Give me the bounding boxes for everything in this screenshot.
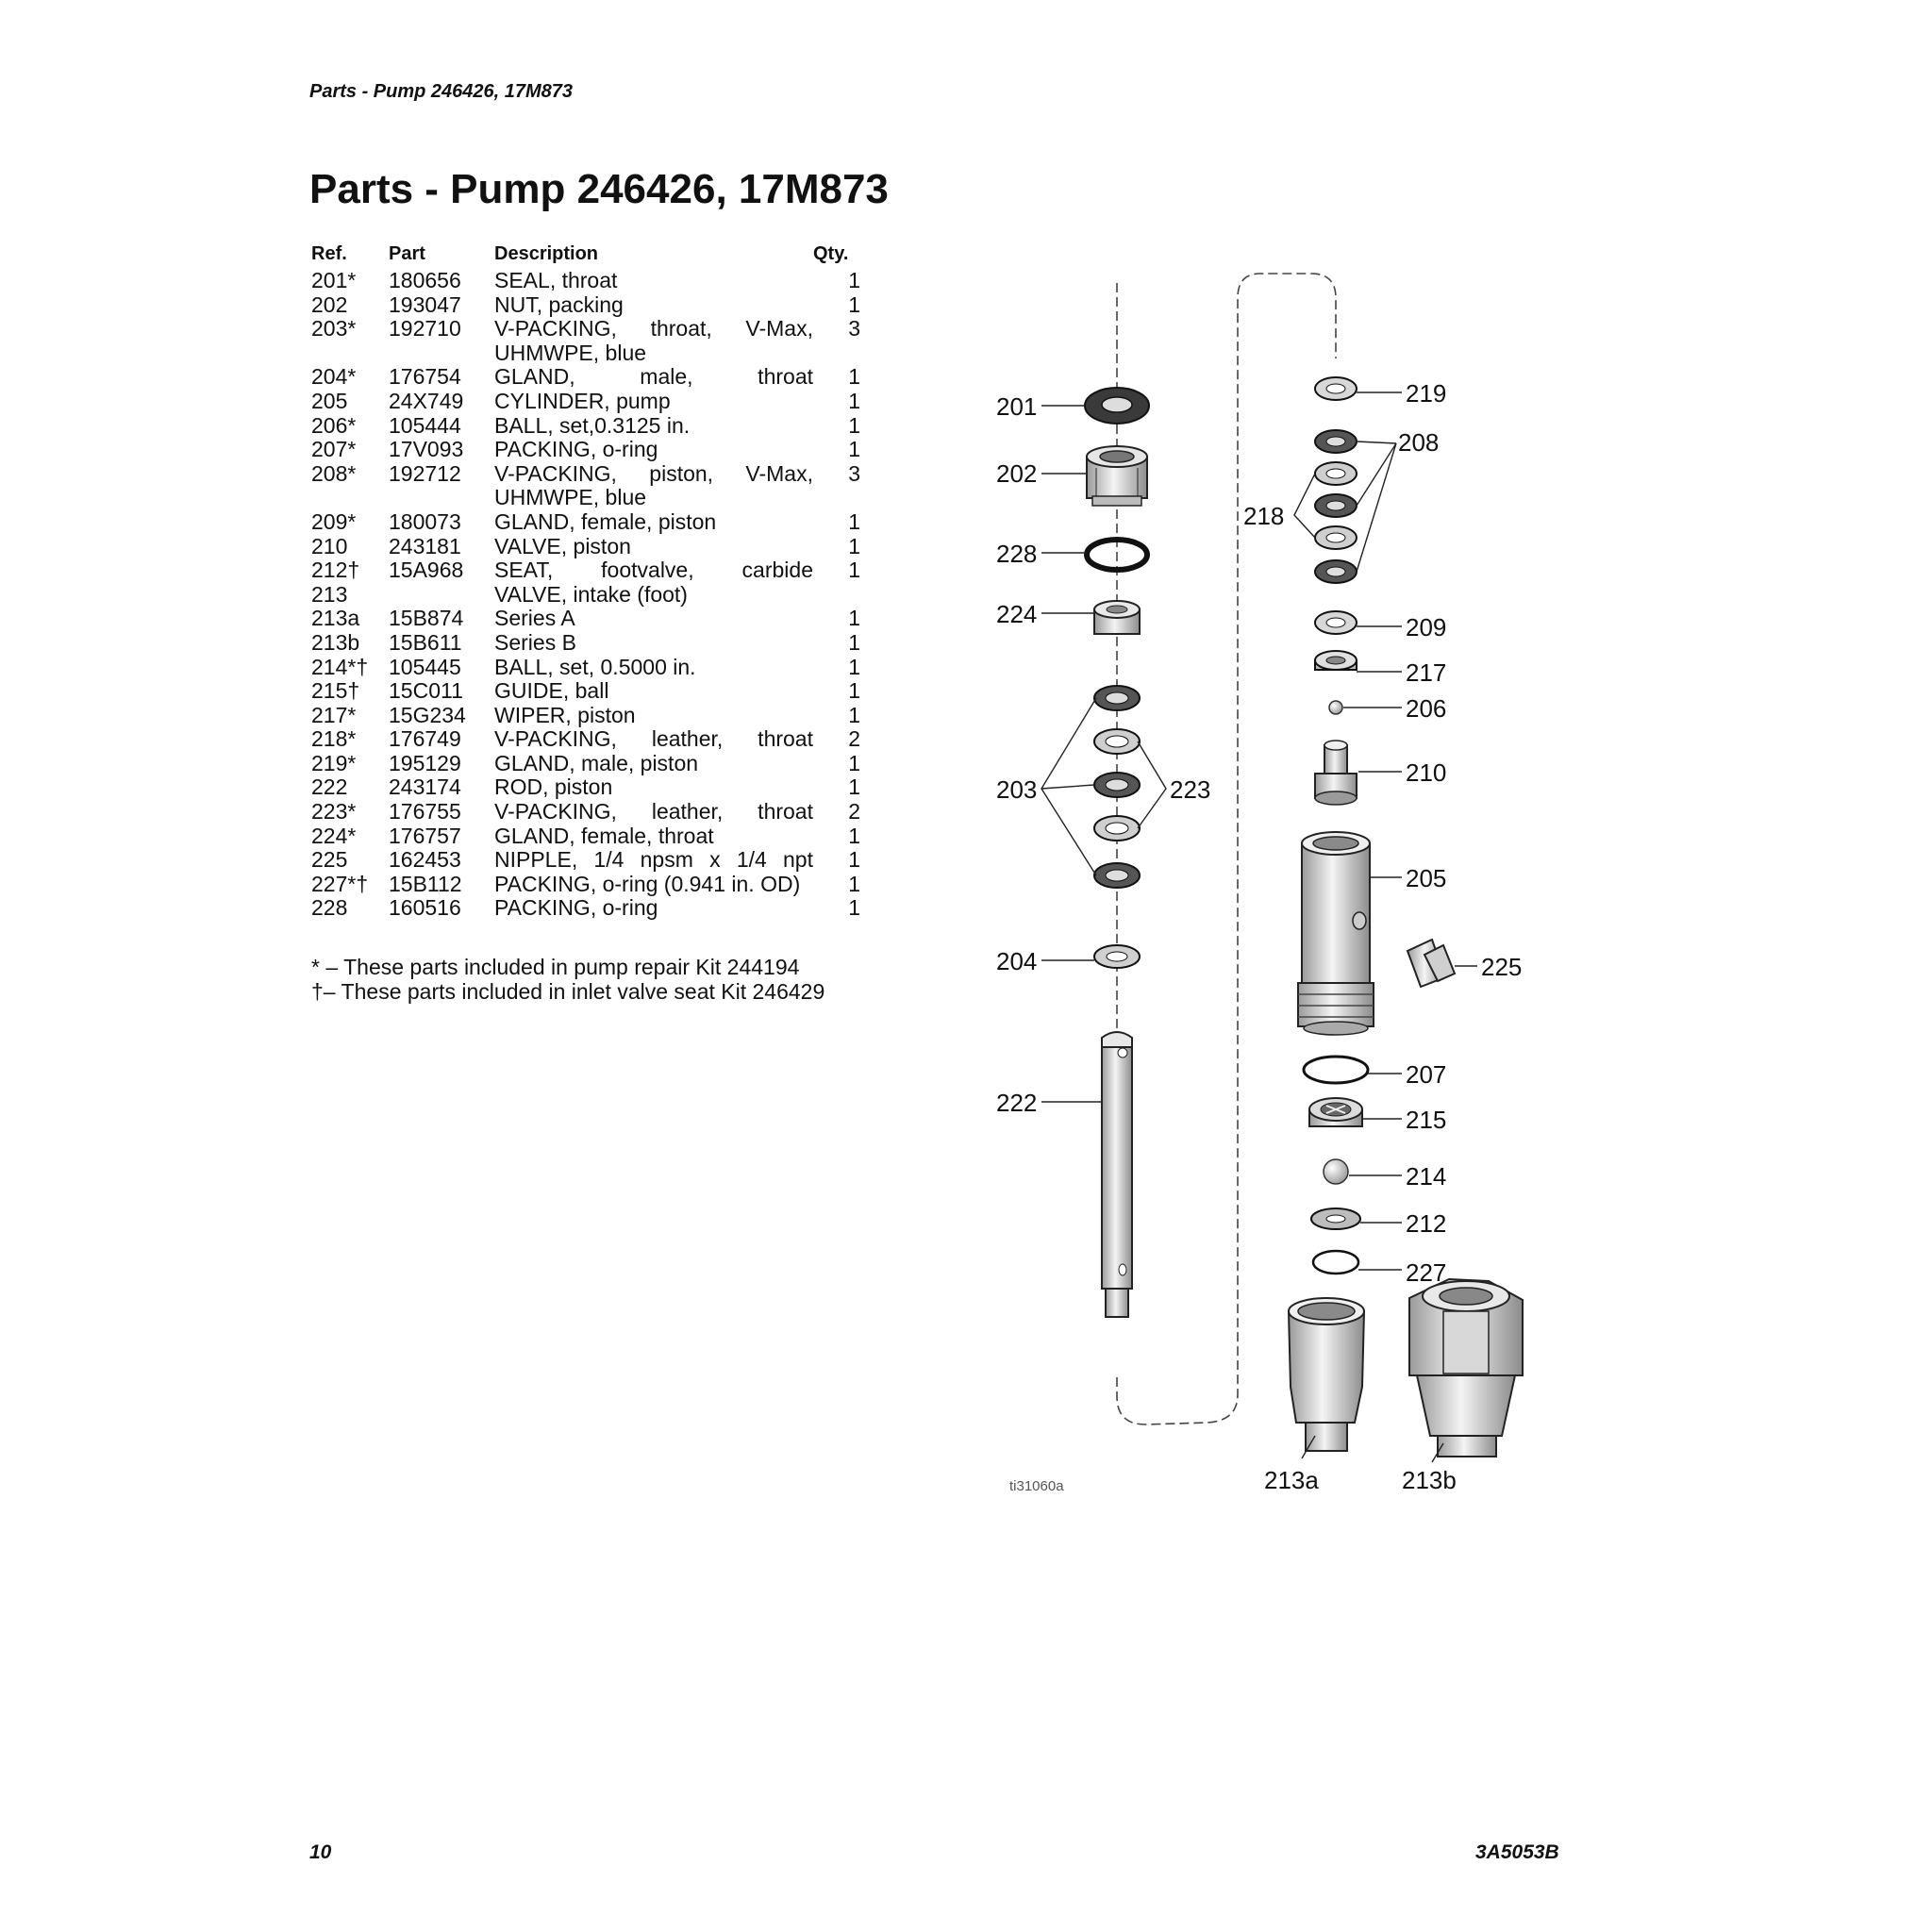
qty-cell: 1: [848, 508, 860, 534]
callout-219: 219: [1406, 379, 1447, 408]
callout-205: 205: [1406, 864, 1447, 892]
part-number-cell: 180073: [389, 508, 461, 534]
callout-217: 217: [1406, 658, 1447, 687]
part-number-cell: 243181: [389, 533, 461, 558]
qty-cell: 2: [848, 726, 860, 752]
part-201-seal-icon: [1085, 388, 1149, 424]
description-cell: CYLINDER, pump: [494, 388, 671, 413]
qty-cell: 1: [848, 847, 860, 873]
part-number-cell: 160516: [389, 895, 461, 921]
description-cell: VALVE, intake (foot): [494, 581, 688, 607]
qty-cell: 1: [848, 871, 860, 896]
callout-214: 214: [1406, 1162, 1447, 1191]
part-214-ball-icon: [1324, 1159, 1348, 1184]
qty-cell: 1: [848, 629, 860, 655]
document-number: 3A5053B: [1475, 1841, 1559, 1863]
description-cell: GLAND, female, throat: [494, 823, 714, 848]
qty-cell: 1: [848, 388, 860, 413]
ref-cell: 209*: [311, 508, 357, 534]
ref-cell: 206*: [311, 412, 357, 438]
part-204-gland-icon: [1094, 945, 1140, 968]
description-cell: V-PACKING, leather, throat: [494, 726, 813, 752]
part-215-ball-guide-icon: [1309, 1098, 1362, 1126]
qty-cell: 1: [848, 533, 860, 558]
part-number-cell: 105445: [389, 654, 461, 679]
ref-cell: 210: [311, 533, 348, 558]
callout-227: 227: [1406, 1258, 1447, 1287]
callout-213b: 213b: [1402, 1466, 1457, 1494]
callout-213a: 213a: [1264, 1466, 1319, 1494]
ref-cell: 207*: [311, 437, 357, 462]
ref-cell: 213: [311, 581, 348, 607]
part-number-cell: 15B874: [389, 606, 464, 631]
qty-cell: 1: [848, 268, 860, 292]
qty-cell: 1: [848, 750, 860, 775]
part-number-cell: 176755: [389, 799, 461, 824]
description-cell: GLAND, female, piston: [494, 508, 717, 534]
ref-cell: 208*: [311, 460, 357, 486]
part-number-cell: 193047: [389, 291, 461, 317]
part-217-wiper-icon: [1315, 651, 1357, 670]
part-number-cell: 17V093: [389, 437, 464, 462]
ref-cell: 224*: [311, 823, 357, 848]
description-cell: BALL, set, 0.5000 in.: [494, 654, 696, 679]
description-cell: PACKING, o-ring: [494, 895, 658, 921]
ref-cell: 204*: [311, 364, 357, 390]
description-cell: V-PACKING, throat, V-Max,: [494, 316, 813, 341]
ref-cell: 214*†: [311, 654, 369, 679]
ref-cell: 218*: [311, 726, 357, 752]
part-number-cell: 15B112: [389, 871, 462, 896]
description-cell: V-PACKING, piston, V-Max,: [494, 460, 813, 486]
qty-cell: 1: [848, 702, 860, 727]
part-227-o-ring-icon: [1313, 1251, 1358, 1274]
header-ref: Ref.: [311, 243, 347, 264]
callout-212: 212: [1406, 1209, 1447, 1238]
description-cell: GUIDE, ball: [494, 678, 609, 704]
part-219-gland-icon: [1315, 377, 1357, 400]
note-inlet-kit: †– These parts included in inlet valve seat Kit 246429: [311, 979, 825, 1004]
qty-cell: 2: [848, 799, 860, 824]
figure-id: ti31060a: [1009, 1478, 1064, 1494]
part-number-cell: 176749: [389, 726, 461, 752]
description-cell: GLAND, male, throat: [494, 364, 813, 390]
qty-cell: 1: [848, 606, 860, 631]
ref-cell: 217*: [311, 702, 357, 727]
callout-208: 208: [1398, 428, 1440, 457]
part-number-cell: 15G234: [389, 702, 466, 727]
qty-cell: 1: [848, 774, 860, 800]
qty-cell: 1: [848, 895, 860, 921]
callout-228: 228: [996, 540, 1038, 568]
running-header: Parts - Pump 246426, 17M873: [309, 81, 574, 102]
part-224-gland-icon: [1094, 601, 1140, 634]
part-205-cylinder-icon: [1298, 832, 1374, 1035]
callout-210: 210: [1406, 758, 1447, 787]
qty-cell: 1: [848, 678, 860, 704]
ref-cell: 205: [311, 388, 348, 413]
part-number-cell: 162453: [389, 847, 461, 873]
description-cell: NIPPLE, 1/4 npsm x 1/4 npt: [494, 847, 813, 873]
qty-cell: 1: [848, 654, 860, 679]
part-number-cell: 15C011: [389, 678, 463, 704]
qty-cell: 3: [848, 460, 860, 486]
part-number-cell: 176757: [389, 823, 461, 848]
page-number: 10: [309, 1841, 332, 1863]
description-cell: VALVE, piston: [494, 533, 631, 558]
header-part: Part: [389, 243, 425, 264]
qty-cell: 1: [848, 823, 860, 848]
qty-cell: 1: [848, 364, 860, 390]
part-206-ball-icon: [1329, 701, 1342, 714]
ref-cell: 201*: [311, 268, 357, 292]
part-207-o-ring-icon: [1304, 1057, 1368, 1083]
callout-207: 207: [1406, 1060, 1447, 1089]
part-225-nipple-icon: [1407, 940, 1455, 987]
part-number-cell: 24X749: [389, 388, 464, 413]
callout-218: 218: [1243, 502, 1285, 530]
header-qty: Qty.: [813, 243, 849, 264]
callout-202: 202: [996, 459, 1038, 488]
part-number-cell: 243174: [389, 774, 461, 800]
part-number-cell: 15A968: [389, 558, 464, 583]
callout-204: 204: [996, 947, 1038, 975]
description-cell: PACKING, o-ring: [494, 437, 658, 462]
callout-222: 222: [996, 1089, 1038, 1117]
qty-cell: 3: [848, 316, 860, 341]
qty-cell: 1: [848, 291, 860, 317]
part-number-cell: 180656: [389, 268, 461, 292]
ref-cell: 222: [311, 774, 348, 800]
callout-215: 215: [1406, 1106, 1447, 1134]
qty-cell: 1: [848, 558, 860, 583]
description-cell: Series B: [494, 629, 576, 655]
part-number-cell: 15B611: [389, 629, 462, 655]
description-cell: WIPER, piston: [494, 702, 636, 727]
description-cell: ROD, piston: [494, 774, 613, 800]
part-202-packing-nut-icon: [1087, 446, 1147, 506]
ref-cell: 223*: [311, 799, 357, 824]
description-cell: V-PACKING, leather, throat: [494, 799, 813, 824]
description-cell: SEAT, footvalve, carbide: [494, 558, 813, 583]
part-210-piston-valve-icon: [1315, 741, 1357, 805]
ref-cell: 215†: [311, 678, 360, 704]
description-cell: UHMWPE, blue: [494, 485, 647, 510]
description-cell: BALL, set,0.3125 in.: [494, 412, 691, 438]
callout-201: 201: [996, 392, 1038, 421]
part-number-cell: 192712: [389, 460, 461, 486]
callout-224: 224: [996, 600, 1038, 628]
part-209-gland-icon: [1315, 611, 1357, 634]
part-222-piston-rod-icon: [1102, 1032, 1132, 1317]
page-title: Parts - Pump 246426, 17M873: [309, 166, 889, 212]
callout-209: 209: [1406, 613, 1447, 641]
ref-cell: 203*: [311, 316, 357, 341]
qty-cell: 1: [848, 412, 860, 438]
part-213a-intake-valve-icon: [1289, 1298, 1364, 1451]
note-repair-kit: * – These parts included in pump repair Kit 244194: [311, 955, 800, 979]
ref-cell: 212†: [311, 558, 360, 583]
part-number-cell: 105444: [389, 412, 461, 438]
description-cell: UHMWPE, blue: [494, 340, 647, 365]
description-cell: GLAND, male, piston: [494, 750, 699, 775]
callout-203: 203: [996, 775, 1038, 804]
part-number-cell: 176754: [389, 364, 461, 390]
description-cell: SEAL, throat: [494, 268, 618, 292]
ref-cell: 213a: [311, 606, 360, 631]
part-number-cell: 195129: [389, 750, 461, 775]
ref-cell: 213b: [311, 629, 360, 655]
part-number-cell: 192710: [389, 316, 461, 341]
description-cell: NUT, packing: [494, 291, 624, 317]
qty-cell: 1: [848, 437, 860, 462]
part-208-218-piston-packings-icon: [1315, 430, 1357, 583]
header-description: Description: [494, 243, 599, 264]
ref-cell: 227*†: [311, 871, 369, 896]
ref-cell: 219*: [311, 750, 357, 775]
part-212-seat-icon: [1311, 1208, 1360, 1229]
callout-225: 225: [1481, 953, 1523, 981]
ref-cell: 228: [311, 895, 348, 921]
ref-cell: 225: [311, 847, 348, 873]
callout-206: 206: [1406, 694, 1447, 723]
ref-cell: 202: [311, 291, 348, 317]
description-cell: PACKING, o-ring (0.941 in. OD): [494, 871, 801, 896]
part-213b-intake-valve-icon: [1409, 1279, 1523, 1457]
callout-223: 223: [1170, 775, 1211, 804]
description-cell: Series A: [494, 606, 575, 631]
